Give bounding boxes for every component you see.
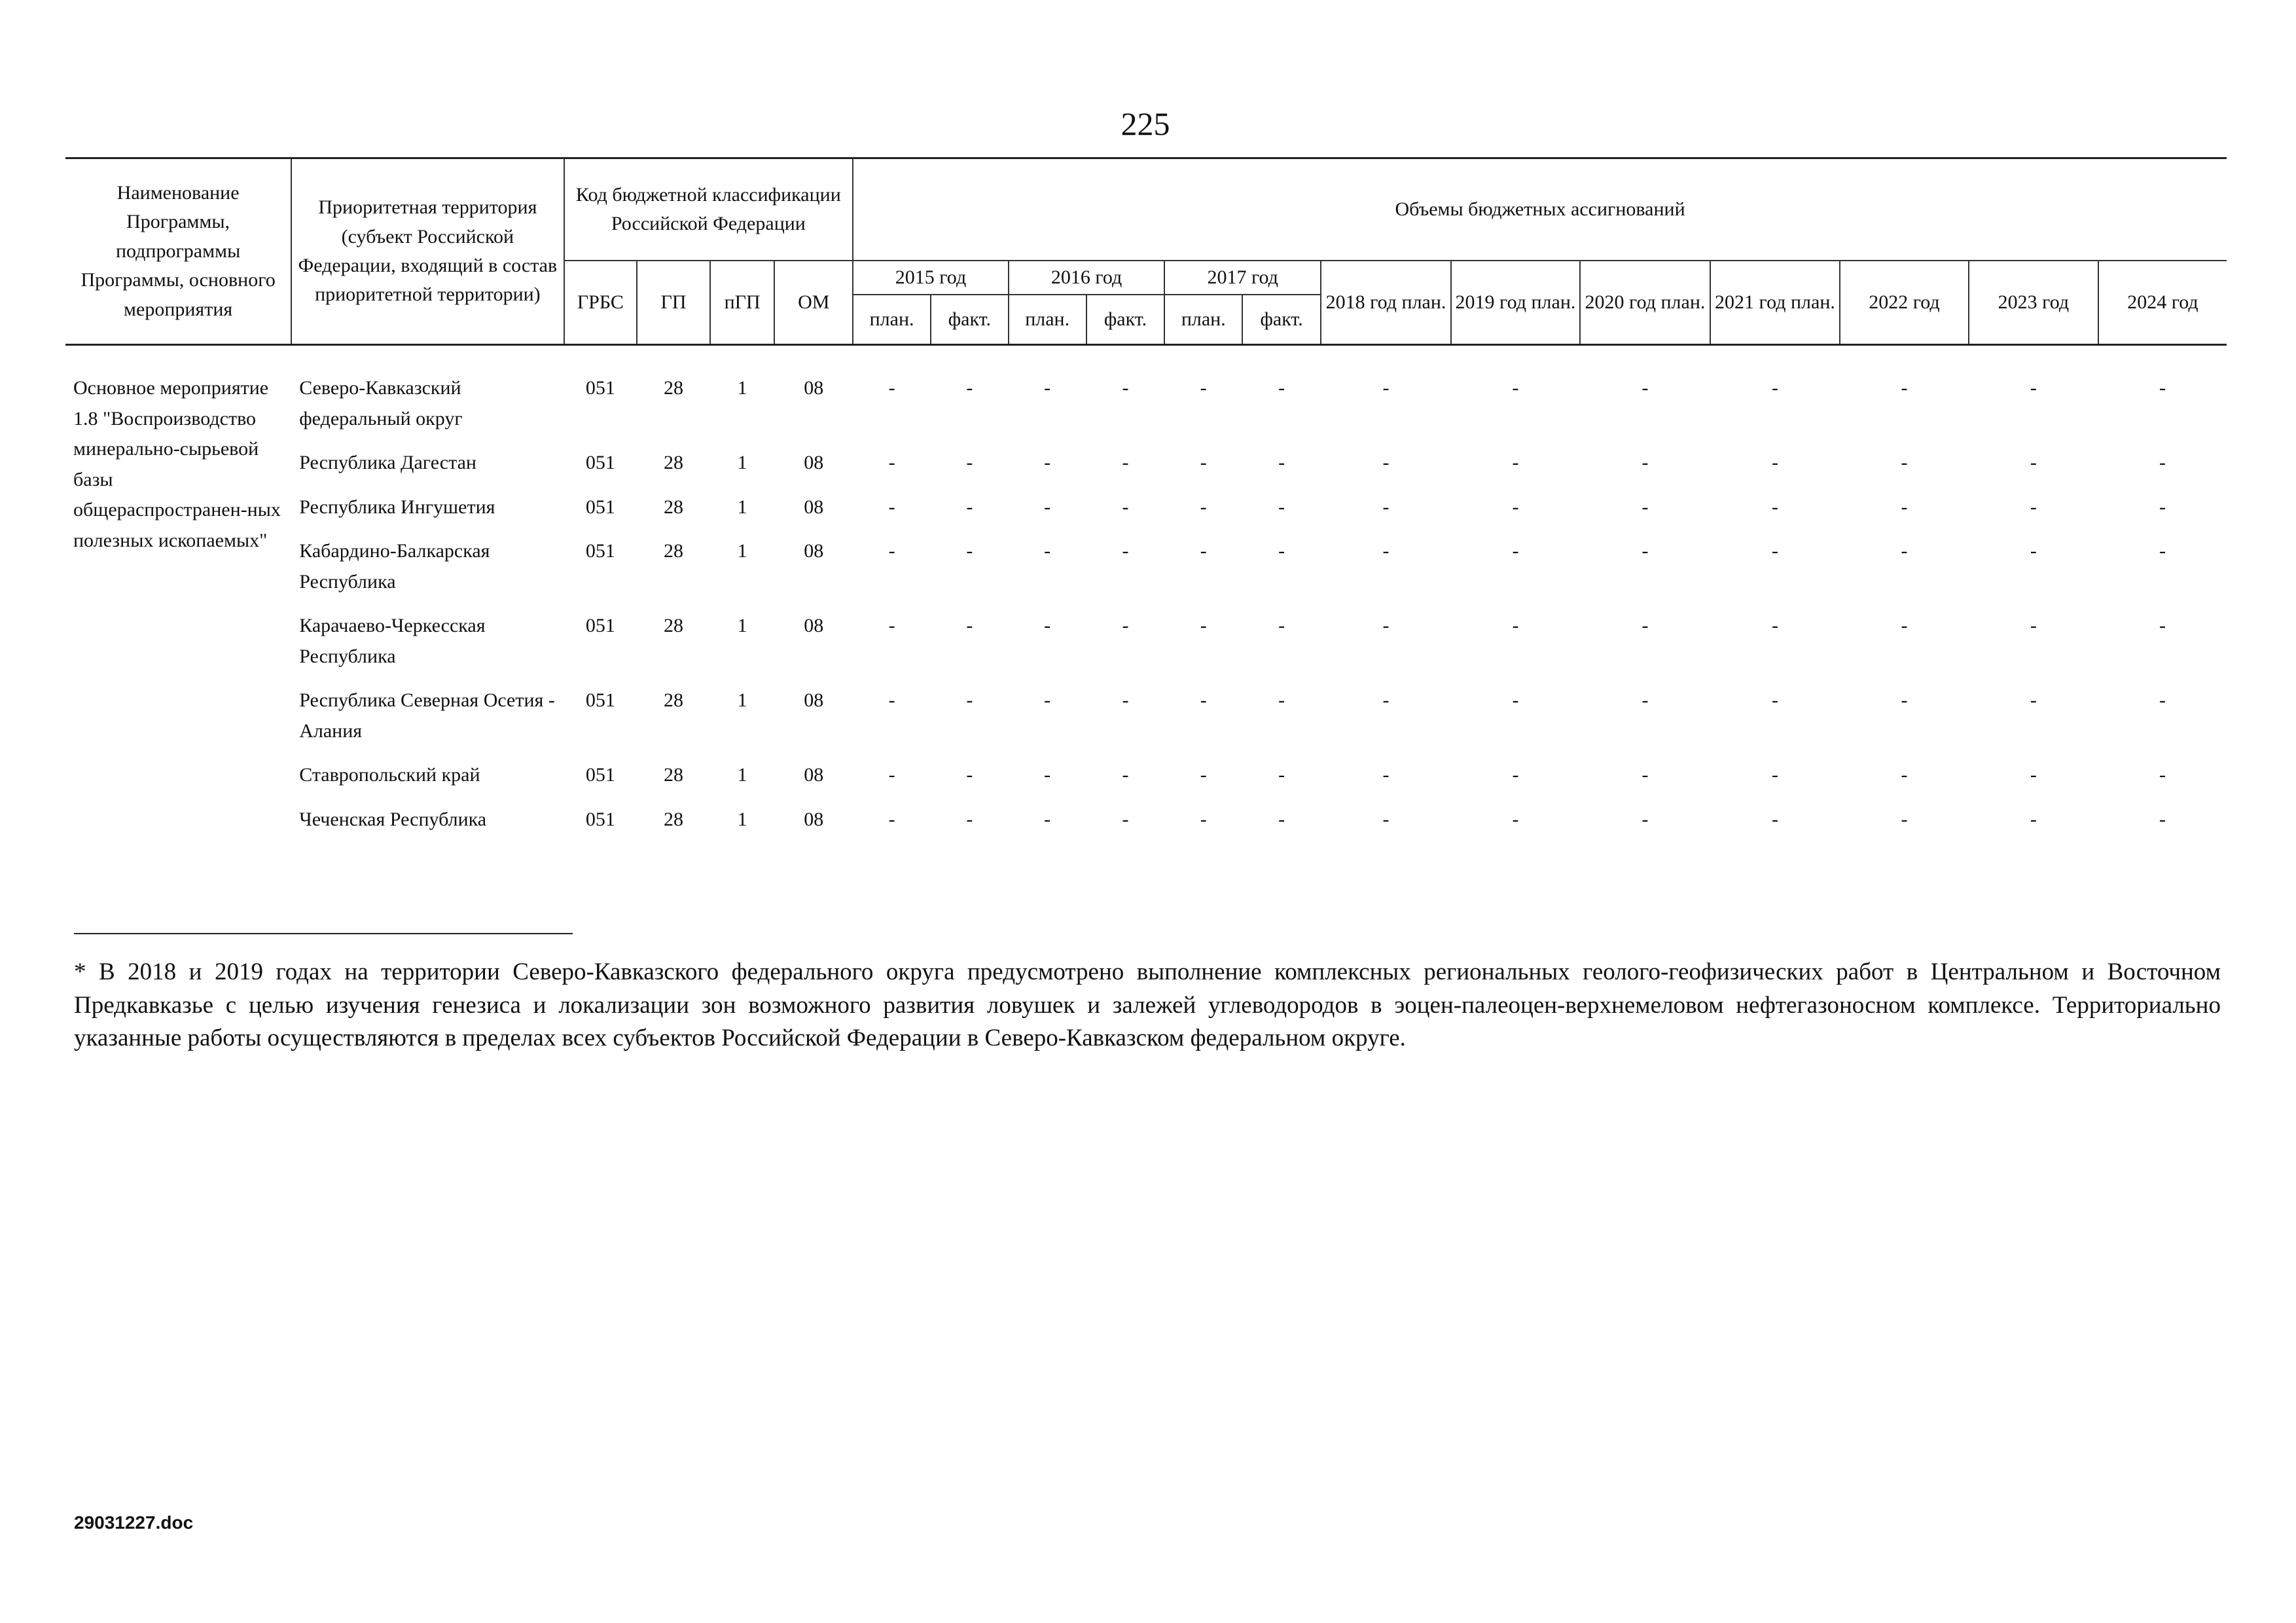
value-cell: - bbox=[1382, 377, 1390, 399]
value-cell: - bbox=[888, 496, 895, 518]
value-cell: - bbox=[966, 808, 973, 830]
value-cell: - bbox=[1122, 764, 1129, 786]
value-cell: - bbox=[1382, 764, 1390, 786]
header-year-2015: 2015 год bbox=[853, 261, 1009, 295]
grbs-cell: 051 bbox=[585, 689, 615, 711]
header-year-2022: 2022 год bbox=[1840, 261, 1969, 345]
pgp-cell: 1 bbox=[737, 377, 747, 399]
header-year-2016: 2016 год bbox=[1009, 261, 1165, 295]
territory-cell: Республика Ингушетия bbox=[299, 496, 495, 518]
value-cell: - bbox=[966, 377, 973, 399]
table-row bbox=[65, 492, 2227, 537]
value-cell: - bbox=[1771, 615, 1778, 636]
value-cell: - bbox=[888, 689, 895, 711]
pgp-cell: 1 bbox=[737, 615, 747, 636]
value-cell: - bbox=[1901, 452, 1908, 473]
value-cell: - bbox=[1200, 377, 1207, 399]
measure-name: Основное мероприятие 1.8 "Воспроизводство минерально-сырьевой базы общераспространен-ных полезных ископаемых" bbox=[73, 377, 281, 551]
header-2015-plan: план. bbox=[853, 295, 931, 345]
header-2017-fact: факт. bbox=[1242, 295, 1321, 345]
om-cell: 08 bbox=[804, 689, 824, 711]
value-cell: - bbox=[1512, 808, 1519, 830]
document-filename: 29031227.doc bbox=[74, 1512, 194, 1533]
grbs-cell: 051 bbox=[585, 764, 615, 786]
header-2017-plan: план. bbox=[1164, 295, 1242, 345]
value-cell: - bbox=[1200, 540, 1207, 562]
header-gp: ГП bbox=[637, 261, 710, 345]
om-cell: 08 bbox=[804, 496, 824, 518]
value-cell: - bbox=[1278, 615, 1285, 636]
territory-cell: Республика Северная Осетия - Алания bbox=[299, 689, 555, 742]
header-year-2018: 2018 год план. bbox=[1321, 261, 1451, 345]
pgp-cell: 1 bbox=[737, 808, 747, 830]
table-row bbox=[65, 448, 2227, 492]
value-cell: - bbox=[1122, 689, 1129, 711]
om-cell: 08 bbox=[804, 808, 824, 830]
header-grbs: ГРБС bbox=[564, 261, 637, 345]
value-cell: - bbox=[1901, 377, 1908, 399]
om-cell: 08 bbox=[804, 540, 824, 562]
value-cell: - bbox=[1382, 615, 1390, 636]
value-cell: - bbox=[1122, 540, 1129, 562]
value-cell: - bbox=[1641, 689, 1649, 711]
gp-cell: 28 bbox=[664, 377, 684, 399]
value-cell: - bbox=[966, 540, 973, 562]
value-cell: - bbox=[966, 496, 973, 518]
header-year-2023: 2023 год bbox=[1969, 261, 2098, 345]
pgp-cell: 1 bbox=[737, 540, 747, 562]
header-year-2019: 2019 год план. bbox=[1451, 261, 1580, 345]
header-year-2020: 2020 год план. bbox=[1580, 261, 1710, 345]
grbs-cell: 051 bbox=[585, 540, 615, 562]
value-cell: - bbox=[1512, 689, 1519, 711]
value-cell: - bbox=[888, 615, 895, 636]
value-cell: - bbox=[966, 452, 973, 473]
grbs-cell: 051 bbox=[585, 808, 615, 830]
value-cell: - bbox=[1278, 452, 1285, 473]
spacer bbox=[65, 345, 2227, 374]
value-cell: - bbox=[888, 452, 895, 473]
table-row bbox=[65, 373, 2227, 448]
value-cell: - bbox=[2030, 808, 2037, 830]
value-cell: - bbox=[966, 689, 973, 711]
value-cell: - bbox=[1044, 615, 1051, 636]
value-cell: - bbox=[1044, 496, 1051, 518]
territory-cell: Северо-Кавказский федеральный округ bbox=[299, 377, 463, 429]
value-cell: - bbox=[1278, 496, 1285, 518]
table-row bbox=[65, 536, 2227, 611]
value-cell: - bbox=[1044, 689, 1051, 711]
header-volume-group: Объемы бюджетных ассигнований bbox=[853, 158, 2227, 261]
header-om: ОМ bbox=[774, 261, 853, 345]
grbs-cell: 051 bbox=[585, 452, 615, 473]
value-cell: - bbox=[1901, 540, 1908, 562]
value-cell: - bbox=[2159, 377, 2166, 399]
header-pgp: пГП bbox=[710, 261, 774, 345]
value-cell: - bbox=[1901, 689, 1908, 711]
value-cell: - bbox=[1278, 540, 1285, 562]
grbs-cell: 051 bbox=[585, 377, 615, 399]
table-row bbox=[65, 760, 2227, 805]
header-year-2017: 2017 год bbox=[1164, 261, 1321, 295]
value-cell: - bbox=[1771, 808, 1778, 830]
territory-cell: Республика Дагестан bbox=[299, 452, 476, 473]
value-cell: - bbox=[2030, 452, 2037, 473]
territory-cell: Чеченская Республика bbox=[299, 808, 487, 830]
value-cell: - bbox=[1122, 452, 1129, 473]
value-cell: - bbox=[2030, 689, 2037, 711]
value-cell: - bbox=[1512, 540, 1519, 562]
value-cell: - bbox=[1641, 764, 1649, 786]
value-cell: - bbox=[1044, 377, 1051, 399]
value-cell: - bbox=[1200, 764, 1207, 786]
value-cell: - bbox=[1382, 808, 1390, 830]
value-cell: - bbox=[888, 808, 895, 830]
om-cell: 08 bbox=[804, 377, 824, 399]
table-row bbox=[65, 685, 2227, 760]
gp-cell: 28 bbox=[664, 496, 684, 518]
pgp-cell: 1 bbox=[737, 689, 747, 711]
header-territory-column: Приоритетная территория (субъект Российской Федерации, входящий в состав приоритетной территории) bbox=[291, 158, 564, 345]
value-cell: - bbox=[1122, 808, 1129, 830]
header-2015-fact: факт. bbox=[931, 295, 1009, 345]
value-cell: - bbox=[1200, 689, 1207, 711]
value-cell: - bbox=[1044, 540, 1051, 562]
value-cell: - bbox=[1122, 615, 1129, 636]
value-cell: - bbox=[1771, 496, 1778, 518]
value-cell: - bbox=[2030, 377, 2037, 399]
territory-cell: Ставропольский край bbox=[299, 764, 480, 786]
value-cell: - bbox=[1382, 452, 1390, 473]
value-cell: - bbox=[1512, 764, 1519, 786]
value-cell: - bbox=[2159, 452, 2166, 473]
value-cell: - bbox=[1771, 540, 1778, 562]
value-cell: - bbox=[1641, 808, 1649, 830]
territory-cell: Кабардино-Балкарская Республика bbox=[299, 540, 490, 593]
gp-cell: 28 bbox=[664, 452, 684, 473]
value-cell: - bbox=[2159, 540, 2166, 562]
value-cell: - bbox=[1200, 452, 1207, 473]
gp-cell: 28 bbox=[664, 764, 684, 786]
grbs-cell: 051 bbox=[585, 615, 615, 636]
gp-cell: 28 bbox=[664, 689, 684, 711]
value-cell: - bbox=[1641, 452, 1649, 473]
pgp-cell: 1 bbox=[737, 452, 747, 473]
value-cell: - bbox=[888, 764, 895, 786]
territory-cell: Карачаево-Черкесская Республика bbox=[299, 615, 486, 667]
value-cell: - bbox=[2159, 689, 2166, 711]
value-cell: - bbox=[2030, 615, 2037, 636]
footnote: * В 2018 и 2019 годах на территории Северо-Кавказского федерального округа предусмотрено выполнение комплексных региональных геолого-геофизических работ в Центральном и Восточном Предкавказье с целью изучения генезиса и локализации зон возможного развития ловушек и залежей углеводородов в эоцен-палеоцен-верхнемеловом нефтегазоносном комплексе. Территориально указанные работы осуществляются в пределах всех субъектов Российской Федерации в Северо-Кавказском федеральном округе. bbox=[74, 958, 2221, 1052]
value-cell: - bbox=[1512, 377, 1519, 399]
gp-cell: 28 bbox=[664, 540, 684, 562]
pgp-cell: 1 bbox=[737, 496, 747, 518]
value-cell: - bbox=[2030, 764, 2037, 786]
value-cell: - bbox=[966, 764, 973, 786]
table-row bbox=[65, 805, 2227, 849]
value-cell: - bbox=[1512, 496, 1519, 518]
budget-table bbox=[65, 157, 2227, 848]
value-cell: - bbox=[1382, 689, 1390, 711]
value-cell: - bbox=[1200, 496, 1207, 518]
footnote-divider bbox=[74, 933, 573, 934]
value-cell: - bbox=[1278, 808, 1285, 830]
page-number: 225 bbox=[1121, 105, 1170, 142]
value-cell: - bbox=[1122, 496, 1129, 518]
value-cell: - bbox=[1771, 452, 1778, 473]
value-cell: - bbox=[1901, 615, 1908, 636]
om-cell: 08 bbox=[804, 452, 824, 473]
value-cell: - bbox=[1382, 496, 1390, 518]
value-cell: - bbox=[1641, 540, 1649, 562]
om-cell: 08 bbox=[804, 615, 824, 636]
value-cell: - bbox=[1771, 689, 1778, 711]
gp-cell: 28 bbox=[664, 808, 684, 830]
value-cell: - bbox=[1901, 496, 1908, 518]
value-cell: - bbox=[1512, 615, 1519, 636]
value-cell: - bbox=[1771, 764, 1778, 786]
value-cell: - bbox=[2030, 496, 2037, 518]
pgp-cell: 1 bbox=[737, 764, 747, 786]
header-2016-fact: факт. bbox=[1086, 295, 1165, 345]
value-cell: - bbox=[1278, 764, 1285, 786]
value-cell: - bbox=[966, 615, 973, 636]
value-cell: - bbox=[1641, 377, 1649, 399]
value-cell: - bbox=[1278, 689, 1285, 711]
header-code-group: Код бюджетной классификации Российской Федерации bbox=[564, 158, 853, 261]
value-cell: - bbox=[2159, 808, 2166, 830]
value-cell: - bbox=[1200, 808, 1207, 830]
grbs-cell: 051 bbox=[585, 496, 615, 518]
value-cell: - bbox=[1641, 496, 1649, 518]
value-cell: - bbox=[1901, 808, 1908, 830]
value-cell: - bbox=[1771, 377, 1778, 399]
value-cell: - bbox=[888, 377, 895, 399]
value-cell: - bbox=[2030, 540, 2037, 562]
header-year-2024: 2024 год bbox=[2098, 261, 2227, 345]
value-cell: - bbox=[2159, 764, 2166, 786]
value-cell: - bbox=[1044, 764, 1051, 786]
value-cell: - bbox=[1044, 452, 1051, 473]
value-cell: - bbox=[1278, 377, 1285, 399]
value-cell: - bbox=[1641, 615, 1649, 636]
value-cell: - bbox=[2159, 496, 2166, 518]
header-year-2021: 2021 год план. bbox=[1710, 261, 1840, 345]
value-cell: - bbox=[888, 540, 895, 562]
header-2016-plan: план. bbox=[1009, 295, 1086, 345]
value-cell: - bbox=[1044, 808, 1051, 830]
value-cell: - bbox=[1901, 764, 1908, 786]
value-cell: - bbox=[1200, 615, 1207, 636]
value-cell: - bbox=[1382, 540, 1390, 562]
header-name-column: Наименование Программы, подпрограммы Программы, основного мероприятия bbox=[65, 158, 291, 345]
gp-cell: 28 bbox=[664, 615, 684, 636]
table-row bbox=[65, 611, 2227, 685]
value-cell: - bbox=[1512, 452, 1519, 473]
om-cell: 08 bbox=[804, 764, 824, 786]
value-cell: - bbox=[1122, 377, 1129, 399]
value-cell: - bbox=[2159, 615, 2166, 636]
